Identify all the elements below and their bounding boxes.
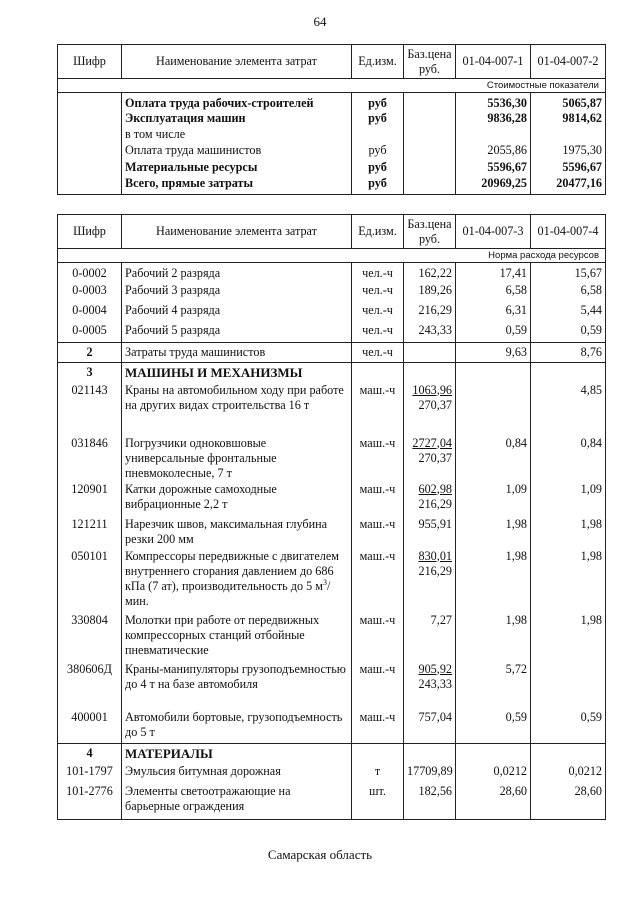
row-name: Оплата труда машинистов: [122, 143, 352, 160]
row-unit: чел.-ч: [352, 263, 404, 283]
row-price: 602,98: [418, 481, 452, 496]
header-code: Шифр: [58, 45, 122, 79]
table-row: [58, 436, 606, 482]
row-name: Оплата труда рабочих-строителей: [122, 93, 352, 112]
table-row: [58, 263, 606, 283]
row-code: 0-0004: [58, 303, 122, 323]
row-value-b: 8,76: [531, 343, 606, 363]
row-name: Катки дорожные самоходные вибрационные 2,2 т: [122, 482, 352, 517]
row-code: 121211: [58, 517, 122, 549]
row-name: Рабочий 2 разряда: [122, 263, 352, 283]
row-name: Краны-манипуляторы грузоподъемностью до 4 т на базе автомобиля: [122, 662, 352, 710]
section-title: МАШИНЫ И МЕХАНИЗМЫ: [122, 363, 352, 383]
row-name: Нарезчик швов, максимальная глубина резки 200 мм: [122, 517, 352, 549]
cost-indicators-table: [57, 44, 606, 195]
section-number: 3: [58, 363, 122, 383]
row-name: Рабочий 3 разряда: [122, 283, 352, 303]
row-value-a: 1,98: [456, 549, 531, 613]
row-value-b: 0,84: [531, 436, 606, 482]
row-value-a: 0,0212: [456, 764, 531, 784]
row-name: Погрузчики одноковшовые универсальные фронтальные пневмоколесные, 7 т: [122, 436, 352, 482]
row-unit: руб: [352, 160, 404, 176]
row-unit: чел.-ч: [352, 283, 404, 303]
row-price: 182,56: [404, 784, 456, 820]
row-code: 101-2776: [58, 784, 122, 820]
resource-norms-table: [57, 214, 606, 820]
row-code: 050101: [58, 549, 122, 613]
row-price-2: 243,33: [418, 676, 452, 691]
row-value-b: 5,44: [531, 303, 606, 323]
row-value-a: 2055,86: [456, 143, 531, 160]
header-name: Наименование элемента затрат: [122, 215, 352, 249]
header-col-a: 01-04-007-1: [456, 45, 531, 79]
row-price: 2727,04: [412, 435, 452, 450]
row-value-a: 1,98: [456, 613, 531, 662]
row-price-2: 270,37: [418, 450, 452, 465]
row-code: 400001: [58, 710, 122, 744]
row-name-tail: /мин.: [125, 578, 331, 608]
table-row: [58, 176, 606, 194]
row-value-a: 17,41: [456, 263, 531, 283]
row-value-a: 5596,67: [456, 160, 531, 176]
table-row: [58, 764, 606, 784]
row-value-b: 20477,16: [531, 176, 606, 194]
row-code: 380606Д: [58, 662, 122, 710]
table-row: [58, 662, 606, 710]
table-row: [58, 160, 606, 176]
row-price: 189,26: [404, 283, 456, 303]
table-row: [58, 784, 606, 820]
row-unit: руб: [352, 111, 404, 127]
row-name: Эксплуатация машин: [122, 111, 352, 127]
row-unit: маш.-ч: [352, 517, 404, 549]
row-code: 330804: [58, 613, 122, 662]
row-name: в том числе: [122, 127, 352, 143]
row-code: 0-0005: [58, 323, 122, 343]
row-unit: чел.-ч: [352, 323, 404, 343]
row-value-b: 15,67: [531, 263, 606, 283]
row-name: Молотки при работе от передвижных компрессорных станций отбойные пневматические: [122, 613, 352, 662]
table-row: [58, 383, 606, 436]
header-col-b: 01-04-007-2: [531, 45, 606, 79]
row-price: 17709,89: [404, 764, 456, 784]
table-row: [58, 93, 606, 112]
row-code: 0-0002: [58, 263, 122, 283]
row-value-b: 4,85: [531, 383, 606, 436]
row-value-b: 1,98: [531, 517, 606, 549]
table-row: [58, 283, 606, 303]
row-value-a: 0,59: [456, 710, 531, 744]
header-unit: Ед.изм.: [352, 215, 404, 249]
row-value-a: 20969,25: [456, 176, 531, 194]
row-name: Эмульсия битумная дорожная: [122, 764, 352, 784]
row-name: Элементы светоотражающие на барьерные ограждения: [122, 784, 352, 820]
table-row: [58, 613, 606, 662]
row-value-b: 9814,62: [531, 111, 606, 127]
row-unit: руб: [352, 176, 404, 194]
row-value-b: 28,60: [531, 784, 606, 820]
row-value-a: 5536,30: [456, 93, 531, 112]
row-value-b: 1975,30: [531, 143, 606, 160]
row-name-superscript: 3: [322, 577, 327, 587]
table-row: [58, 549, 606, 613]
table-row: [58, 517, 606, 549]
row-value-b: 5065,87: [531, 93, 606, 112]
row-price: 162,22: [404, 263, 456, 283]
row-name: Краны на автомобильном ходу при работе на других видах строительства 16 т: [122, 383, 352, 436]
row-value-a: 1,98: [456, 517, 531, 549]
row-value-a: 9836,28: [456, 111, 531, 127]
header-unit: Ед.изм.: [352, 45, 404, 79]
row-price: 7,27: [404, 613, 456, 662]
region-footer: Самарская область: [267, 847, 373, 862]
row-value-b: 0,59: [531, 710, 606, 744]
row-value-b: 6,58: [531, 283, 606, 303]
row-unit: маш.-ч: [352, 383, 404, 436]
table-row: [58, 127, 606, 143]
row-price: 955,91: [404, 517, 456, 549]
row-unit: маш.-ч: [352, 613, 404, 662]
section-title: МАТЕРИАЛЫ: [122, 744, 352, 764]
table-row: [58, 343, 606, 363]
row-price: 1063,96: [412, 382, 452, 397]
table-row: [58, 143, 606, 160]
row-name: Рабочий 5 разряда: [122, 323, 352, 343]
subheader: Норма расхода ресурсов: [58, 249, 606, 263]
section-number: 4: [58, 744, 122, 764]
row-unit: чел.-ч: [352, 343, 404, 363]
header-col-a: 01-04-007-3: [456, 215, 531, 249]
table-row: [58, 303, 606, 323]
header-col-b: 01-04-007-4: [531, 215, 606, 249]
row-value-b: 1,98: [531, 549, 606, 613]
row-price: 243,33: [404, 323, 456, 343]
row-price-2: 270,37: [418, 397, 452, 412]
row-value-b: 0,59: [531, 323, 606, 343]
subheader: Стоимостные показатели: [58, 79, 606, 93]
row-price: 905,92: [418, 661, 452, 676]
row-unit: руб: [352, 93, 404, 112]
row-name: Компрессоры передвижные с двигателем внутреннего сгорания давлением до 686 кПа (7 ат), производительность до 5 м: [125, 548, 339, 593]
table-row: [58, 323, 606, 343]
row-unit: чел.-ч: [352, 303, 404, 323]
row-value-a: 5,72: [456, 662, 531, 710]
row-value-a: 1,09: [456, 482, 531, 517]
row-unit: маш.-ч: [352, 549, 404, 613]
row-value-a: 28,60: [456, 784, 531, 820]
row-unit: маш.-ч: [352, 710, 404, 744]
row-value-a: 9,63: [456, 343, 531, 363]
row-unit: руб: [352, 143, 404, 160]
row-value-a: 6,31: [456, 303, 531, 323]
table-row: [58, 744, 606, 764]
row-value-b: 1,98: [531, 613, 606, 662]
row-name: Автомобили бортовые, грузоподъемность до 5 т: [122, 710, 352, 744]
row-price-2: 216,29: [418, 563, 452, 578]
row-price-2: 216,29: [418, 496, 452, 511]
header-name: Наименование элемента затрат: [122, 45, 352, 79]
table-row: [58, 710, 606, 744]
page-number: 64: [313, 14, 327, 29]
row-name: Материальные ресурсы: [122, 160, 352, 176]
row-price: 757,04: [404, 710, 456, 744]
row-value-b: 0,0212: [531, 764, 606, 784]
row-unit: маш.-ч: [352, 662, 404, 710]
row-code: 0-0003: [58, 283, 122, 303]
row-unit: шт.: [352, 784, 404, 820]
row-price: 216,29: [404, 303, 456, 323]
row-unit: маш.-ч: [352, 482, 404, 517]
row-name: Затраты труда машинистов: [122, 343, 352, 363]
row-price: 830,01: [418, 548, 452, 563]
row-code: 101-1797: [58, 764, 122, 784]
row-name: Рабочий 4 разряда: [122, 303, 352, 323]
row-value-a: 6,58: [456, 283, 531, 303]
table-row: [58, 482, 606, 517]
row-value-a: 0,84: [456, 436, 531, 482]
row-name: Всего, прямые затраты: [122, 176, 352, 194]
table-row: [58, 363, 606, 383]
row-value-b: 5596,67: [531, 160, 606, 176]
row-code: 031846: [58, 436, 122, 482]
row-unit: т: [352, 764, 404, 784]
header-code: Шифр: [58, 215, 122, 249]
row-unit: маш.-ч: [352, 436, 404, 482]
table-row: [58, 111, 606, 127]
row-code: 021143: [58, 383, 122, 436]
row-value-a: 0,59: [456, 323, 531, 343]
row-code: 120901: [58, 482, 122, 517]
row-value-b: 1,09: [531, 482, 606, 517]
header-base-price: Баз.цена руб.: [404, 215, 456, 249]
section-number: 2: [58, 343, 122, 363]
header-base-price: Баз.цена руб.: [404, 45, 456, 79]
